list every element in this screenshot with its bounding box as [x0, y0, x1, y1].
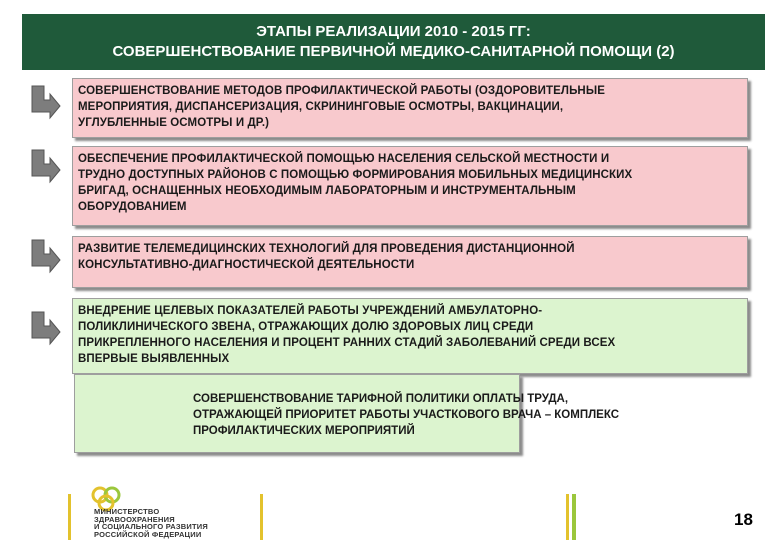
stage-item-mobile-brigades	[72, 146, 748, 226]
footer-yellow-line-middle	[260, 494, 263, 540]
stage-item-prevention-methods	[72, 78, 748, 138]
bent-arrow-icon	[30, 310, 62, 350]
page-number: 18	[734, 510, 753, 529]
footer-green-line	[572, 494, 576, 540]
stage-item-telemedicine	[72, 236, 748, 288]
ministry-name: МИНИСТЕРСТВО ЗДРАВООХРАНЕНИЯ И СОЦИАЛЬНОГО РАЗВИТИЯ РОССИЙСКОЙ ФЕДЕРАЦИИ	[94, 507, 208, 539]
stage-item-text: ОБЕСПЕЧЕНИЕ ПРОФИЛАКТИЧЕСКОЙ ПОМОЩЬЮ НАСЕЛЕНИЯ СЕЛЬСКОЙ МЕСТНОСТИ И ТРУДНО ДОСТУПНЫХ РАЙОНОВ С ПОМОЩЬЮ ФОРМИРОВАНИЯ МОБИЛЬНЫХ МЕДИЦИНСКИХ БРИГАД, ОСНАЩЕННЫХ НЕОБХОДИМЫМ ЛАБОРАТОРНЫМ И ИНСТРУМЕНТАЛЬНЫМ ОБОРУДОВАНИЕМ	[78, 153, 633, 213]
stage-item-target-indicators	[72, 298, 748, 374]
slide-title-line-1: ЭТАПЫ РЕАЛИЗАЦИИ 2010 - 2015 ГГ:	[256, 23, 531, 40]
stage-item-text: СОВЕРШЕНСТВОВАНИЕ МЕТОДОВ ПРОФИЛАКТИЧЕСКОЙ РАБОТЫ (ОЗДОРОВИТЕЛЬНЫЕ МЕРОПРИЯТИЯ, ДИСПАНСЕРИЗАЦИЯ, СКРИНИНГОВЫЕ ОСМОТРЫ, ВАКЦИНАЦИИ, УГЛУБЛЕННЫЕ ОСМОТРЫ И ДР.)	[78, 85, 605, 129]
bent-arrow-icon	[30, 148, 62, 188]
slide-title-line-2: СОВЕРШЕНСТВОВАНИЕ ПЕРВИЧНОЙ МЕДИКО-САНИТАРНОЙ ПОМОЩИ (2)	[112, 43, 675, 60]
bent-arrow-icon	[30, 238, 62, 278]
tariff-policy-text: СОВЕРШЕНСТВОВАНИЕ ТАРИФНОЙ ПОЛИТИКИ ОПЛАТЫ ТРУДА, ОТРАЖАЮЩЕЙ ПРИОРИТЕТ РАБОТЫ УЧАСТКОВОГО ВРАЧА – КОМПЛЕКС ПРОФИЛАКТИЧЕСКИХ МЕРОПРИЯТИЙ	[193, 393, 620, 437]
tariff-policy-box	[74, 374, 620, 453]
footer-yellow-line-right	[566, 494, 569, 540]
stage-item-text: ВНЕДРЕНИЕ ЦЕЛЕВЫХ ПОКАЗАТЕЛЕЙ РАБОТЫ УЧРЕЖДЕНИЙ АМБУЛАТОРНО- ПОЛИКЛИНИЧЕСКОГО ЗВЕНА, ОТРАЖАЮЩИХ ДОЛЮ ЗДОРОВЫХ ЛИЦ СРЕДИ ПРИКРЕПЛЕННОГО НАСЕЛЕНИЯ И ПРОЦЕНТ РАННИХ СТАДИЙ ЗАБОЛЕВАНИЙ СРЕДИ ВСЕХ ВПЕРВЫЕ ВЫЯВЛЕННЫХ	[78, 305, 616, 365]
bent-arrow-icon	[30, 84, 62, 124]
footer-yellow-line-left	[68, 494, 71, 540]
slide-title	[22, 14, 765, 70]
stage-item-text: РАЗВИТИЕ ТЕЛЕМЕДИЦИНСКИХ ТЕХНОЛОГИЙ ДЛЯ ПРОВЕДЕНИЯ ДИСТАНЦИОННОЙ КОНСУЛЬТАТИВНО-ДИАГНОСТИЧЕСКОЙ ДЕЯТЕЛЬНОСТИ	[78, 243, 575, 271]
